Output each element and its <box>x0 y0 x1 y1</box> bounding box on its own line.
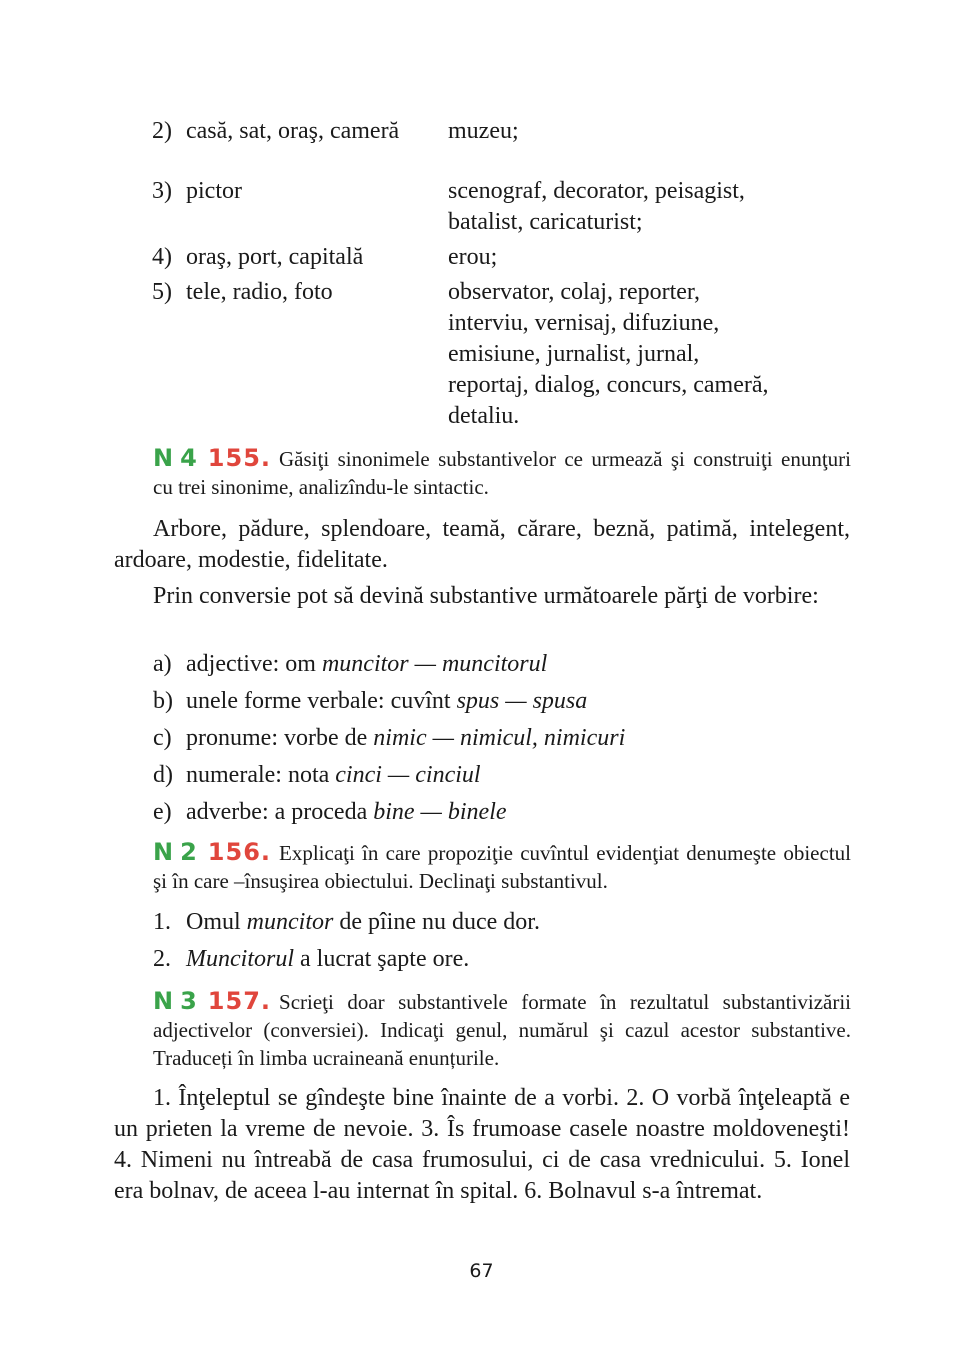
list-example: bine — binele <box>373 799 507 825</box>
list-item <box>153 760 853 797</box>
pair-right <box>448 242 852 277</box>
list-item <box>153 797 853 834</box>
exercise-n-marker: N <box>153 838 175 866</box>
pair-right-line: muzeu; <box>448 118 519 144</box>
pair-left: oraş, port, capitală <box>186 244 364 270</box>
list-text: de pîine nu duce dor. <box>333 909 540 935</box>
pair-right-line: reportaj, dialog, concurs, cameră, <box>448 372 769 398</box>
pair-right-line: erou; <box>448 244 498 270</box>
list-example: nimic — nimicul, nimicuri <box>373 725 626 751</box>
list-example: muncitor — muncitorul <box>321 651 548 677</box>
list-marker: 1. <box>153 909 171 935</box>
exercise-instruction: Găsiţi sinonimele substantivelor ce urmează şi construiţi enunţuri cu trei sinonime, analizîndu-le sintactic. <box>153 447 851 499</box>
pair-right <box>448 277 852 432</box>
exercise-level: 3 <box>180 987 198 1015</box>
list-marker: a) <box>153 651 172 677</box>
exercise-code <box>153 987 279 1015</box>
exercise-code <box>153 444 279 472</box>
list-marker: b) <box>153 688 173 714</box>
exercise-156 <box>153 838 851 895</box>
conversion-list <box>153 649 853 834</box>
list-example: cinci — cinciul <box>335 762 481 788</box>
pair-row <box>152 277 852 432</box>
page-number: 67 <box>469 1260 494 1282</box>
pair-number: 4) <box>152 244 172 270</box>
paragraph-nouns: Arbore, pădure, splendoare, teamă, cărare, beznă, patimă, intelegent, ardoare, modestie, fidelitate. <box>114 516 850 573</box>
list-item <box>153 723 853 760</box>
list-text: a lucrat şapte ore. <box>294 946 470 972</box>
list-text: unele forme verbale: cuvînt <box>186 688 457 714</box>
list-text: adverbe: a proceda <box>186 799 374 825</box>
list-text: pronume: vorbe de <box>186 725 374 751</box>
sentence-list-156 <box>153 907 853 981</box>
word-pairs-table <box>152 116 852 432</box>
pair-right-line: emisiune, jurnalist, jurnal, <box>448 341 700 367</box>
pair-right <box>448 176 852 242</box>
pair-left: casă, sat, oraş, cameră <box>186 118 400 144</box>
exercise-instruction: Scrieţi doar substantivele formate în rezultatul substantivizării adjectivelor (conversiei). Indicaţi genul, numărul şi cazul acestor substantive. Traduceți în limba ucraineană enunțurile. <box>153 990 851 1070</box>
pair-left: tele, radio, foto <box>186 279 333 305</box>
highlighted-word: Muncitorul <box>186 946 294 972</box>
exercise-instruction: Explicaţi în care propoziţie cuvîntul evidenţiat denumeşte obiectul şi în care –însuşirea obiectului. Declinaţi substantivul. <box>153 841 851 893</box>
exercise-number: 156. <box>207 838 272 866</box>
pair-row <box>152 242 852 277</box>
list-item <box>153 907 853 944</box>
exercise-157 <box>153 987 851 1072</box>
list-example: spus — spusa <box>456 688 588 714</box>
exercise-level: 2 <box>180 838 198 866</box>
exercise-code <box>153 838 279 866</box>
exercise-n-marker: N <box>153 444 175 472</box>
list-marker: 2. <box>153 946 171 972</box>
highlighted-word: muncitor <box>246 909 334 935</box>
pair-number: 5) <box>152 279 172 305</box>
exercise-number: 157. <box>207 987 272 1015</box>
pair-number: 3) <box>152 178 172 204</box>
pair-number: 2) <box>152 118 172 144</box>
pair-right-line: detaliu. <box>448 403 520 429</box>
pair-right-line: observator, colaj, reporter, <box>448 279 700 305</box>
paragraph-conversion: Prin conversie pot să devină substantive următoarele părţi de vorbire: <box>153 583 819 609</box>
pair-row <box>152 176 852 242</box>
list-item <box>153 649 853 686</box>
exercise-n-marker: N <box>153 987 175 1015</box>
list-item <box>153 944 853 981</box>
list-text: numerale: nota <box>186 762 336 788</box>
list-marker: d) <box>153 762 173 788</box>
list-marker: e) <box>153 799 172 825</box>
exercise-number: 155. <box>207 444 272 472</box>
pair-right-line: batalist, caricaturist; <box>448 209 643 235</box>
pair-right <box>448 116 852 176</box>
exercise-155 <box>153 444 851 501</box>
paragraph-sentences-157: 1. Înţeleptul se gîndeşte bine înainte de a vorbi. 2. O vorbă înţeleaptă e un prieten la vreme de nevoie. 3. Îs frumoase casele noastre moldoveneşti! 4. Nimeni nu întreabă de casa frumosului, ci de casa vrednicului. 5. Ionel era bolnav, de aceea l-au internat în spital. 6. Bolnavul s-a întremat. <box>114 1085 850 1204</box>
pair-left: pictor <box>186 178 242 204</box>
exercise-level: 4 <box>180 444 198 472</box>
pair-right-line: interviu, vernisaj, difuziune, <box>448 310 720 336</box>
list-text: Omul <box>186 909 247 935</box>
pair-row <box>152 116 852 176</box>
pair-right-line: scenograf, decorator, peisagist, <box>448 178 745 204</box>
list-marker: c) <box>153 725 172 751</box>
list-item <box>153 686 853 723</box>
list-text: adjective: om <box>186 651 322 677</box>
